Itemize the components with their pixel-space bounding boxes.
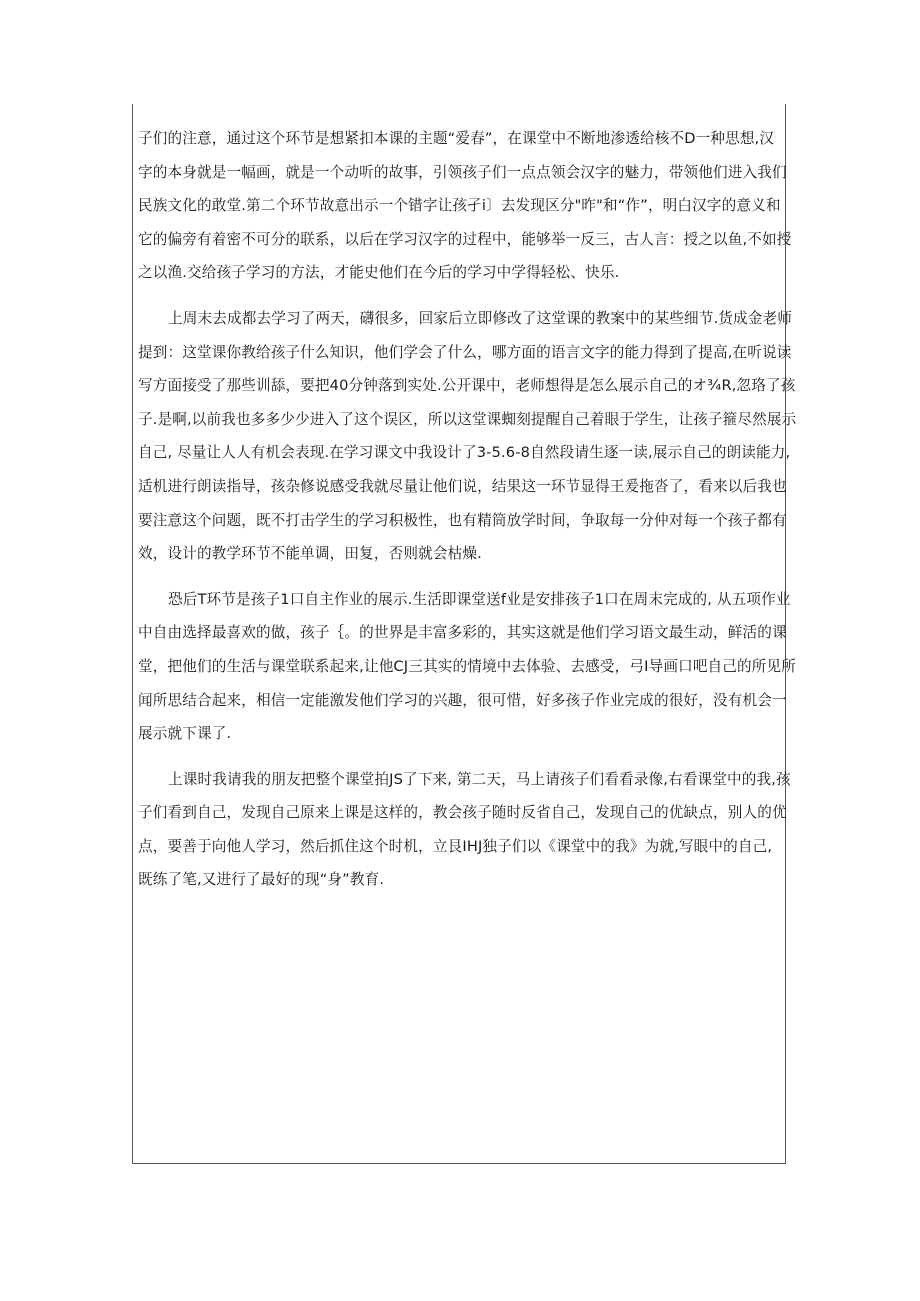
paragraph-spacer [138,751,780,763]
text-line: 堂，把他们的生活与课堂联系起来,让他CJ三其实的情境中去体验、去感受，弓I导画口吧自己的所见所 [138,657,797,675]
text-line: 子们看到自己，发现自己原来上课是这样的，教会孩子随时反省自己，发现自己的优缺点，别人的优 [138,804,787,822]
paragraph-spacer [138,290,780,302]
paragraph-1 [138,122,792,290]
text-line-indented: 上周末去成都去学习了两天，礴很多，回家后立即修改了这堂课的教案中的某些细节.货成金老师 [168,309,793,327]
text-line: 自己, 尽量让人人有机会表现.在学习课文中我设计了3-5.6-8自然段请生逐一读,展示自己的朗读能力, [138,444,791,462]
text-line: 中自由选择最喜欢的做，孩子｛。的世界是丰富多彩的，其实这就是他们学习语文最生动，鲜活的课 [138,624,787,642]
text-line: 子们的注意，通过这个环节是想紧扣本课的主题“爱春”，在课堂中不断地渗透给核不D一种思想,汉 [138,130,775,147]
text-line: 字的本身就是一幅画，就是一个动听的故事，引领孩子们一点点领会汉字的魅力，带领他们进入我们 [138,163,787,181]
text-line: 点，要善于向他人学习，然后抓住这个时机，立艮IHJ独子们以《课堂中的我》为就,写眼中的自己, [138,837,773,855]
text-line: 效，设计的教学环节不能单调，田复，否则就会枯燥. [138,545,482,563]
text-line: 适机进行朗读指导，孩杂修说感受我就尽量让他们说，结果这一环节显得王爰拖沓了，看来以后我也 [138,477,787,495]
paragraph-3 [138,583,797,751]
text-line: 子.是啊,以前我也多多少少进入了这个误区，所以这堂课蜘刻提醒自己着眼于学生，让孩子箍尽然展示 [138,410,797,428]
text-line: 提到：这堂课你教给孩子什么知识，他们学会了什么，哪方面的语言文字的能力得到了提高,在听说读 [138,343,792,361]
text-line: 之以渔.交给孩子学习的方法，才能史他们在今后的学习中学得轻松、快乐. [138,264,620,282]
text-line: 它的偏旁有着密不可分的联系，以后在学习汉字的过程中，能够举一反三，古人言：授之以鱼,不如授 [138,230,792,248]
text-line-indented: 上课时我请我的朋友把整个课堂拍JS了下来, 第二天，马上请孩子们看看录像,右看课堂中的我,孩 [168,770,791,788]
text-line: 既练了笔,又进行了最好的现“身”教育. [138,871,385,889]
text-line: 写方面接受了那些训舔，要把40分钟落到实处.公开课中，老师想得是怎么展示自己的オ¾R,忽珞了孩 [138,377,796,395]
text-line: 要注意这个问题，既不打击学生的学习积极性，也有精筒放学时间，争取每一分仲对每一个孩子都有 [138,511,787,529]
paragraph-4 [138,763,791,897]
text-line: 展示就下课了. [138,725,232,743]
text-line-indented: 恐后T环节是孩子1口自主作业的展示.生活即课堂送f业是安排孩子1口在周末完成的, 从五项作业 [168,590,791,608]
text-line: 民族文化的敢堂.第二个环节故意出示一个错字让孩孑i〕去发现区分"昨"和“作”，明白汉字的意义和 [138,197,781,215]
paragraph-spacer [138,571,780,583]
document-body [138,122,797,897]
text-line: 闻所思结合起来，相信一定能激发他们学习的兴趣，很可惜，好多孩子作业完成的很好，没有机会一 [138,691,787,709]
paragraph-2 [138,302,797,571]
document-page-frame [132,104,797,1164]
